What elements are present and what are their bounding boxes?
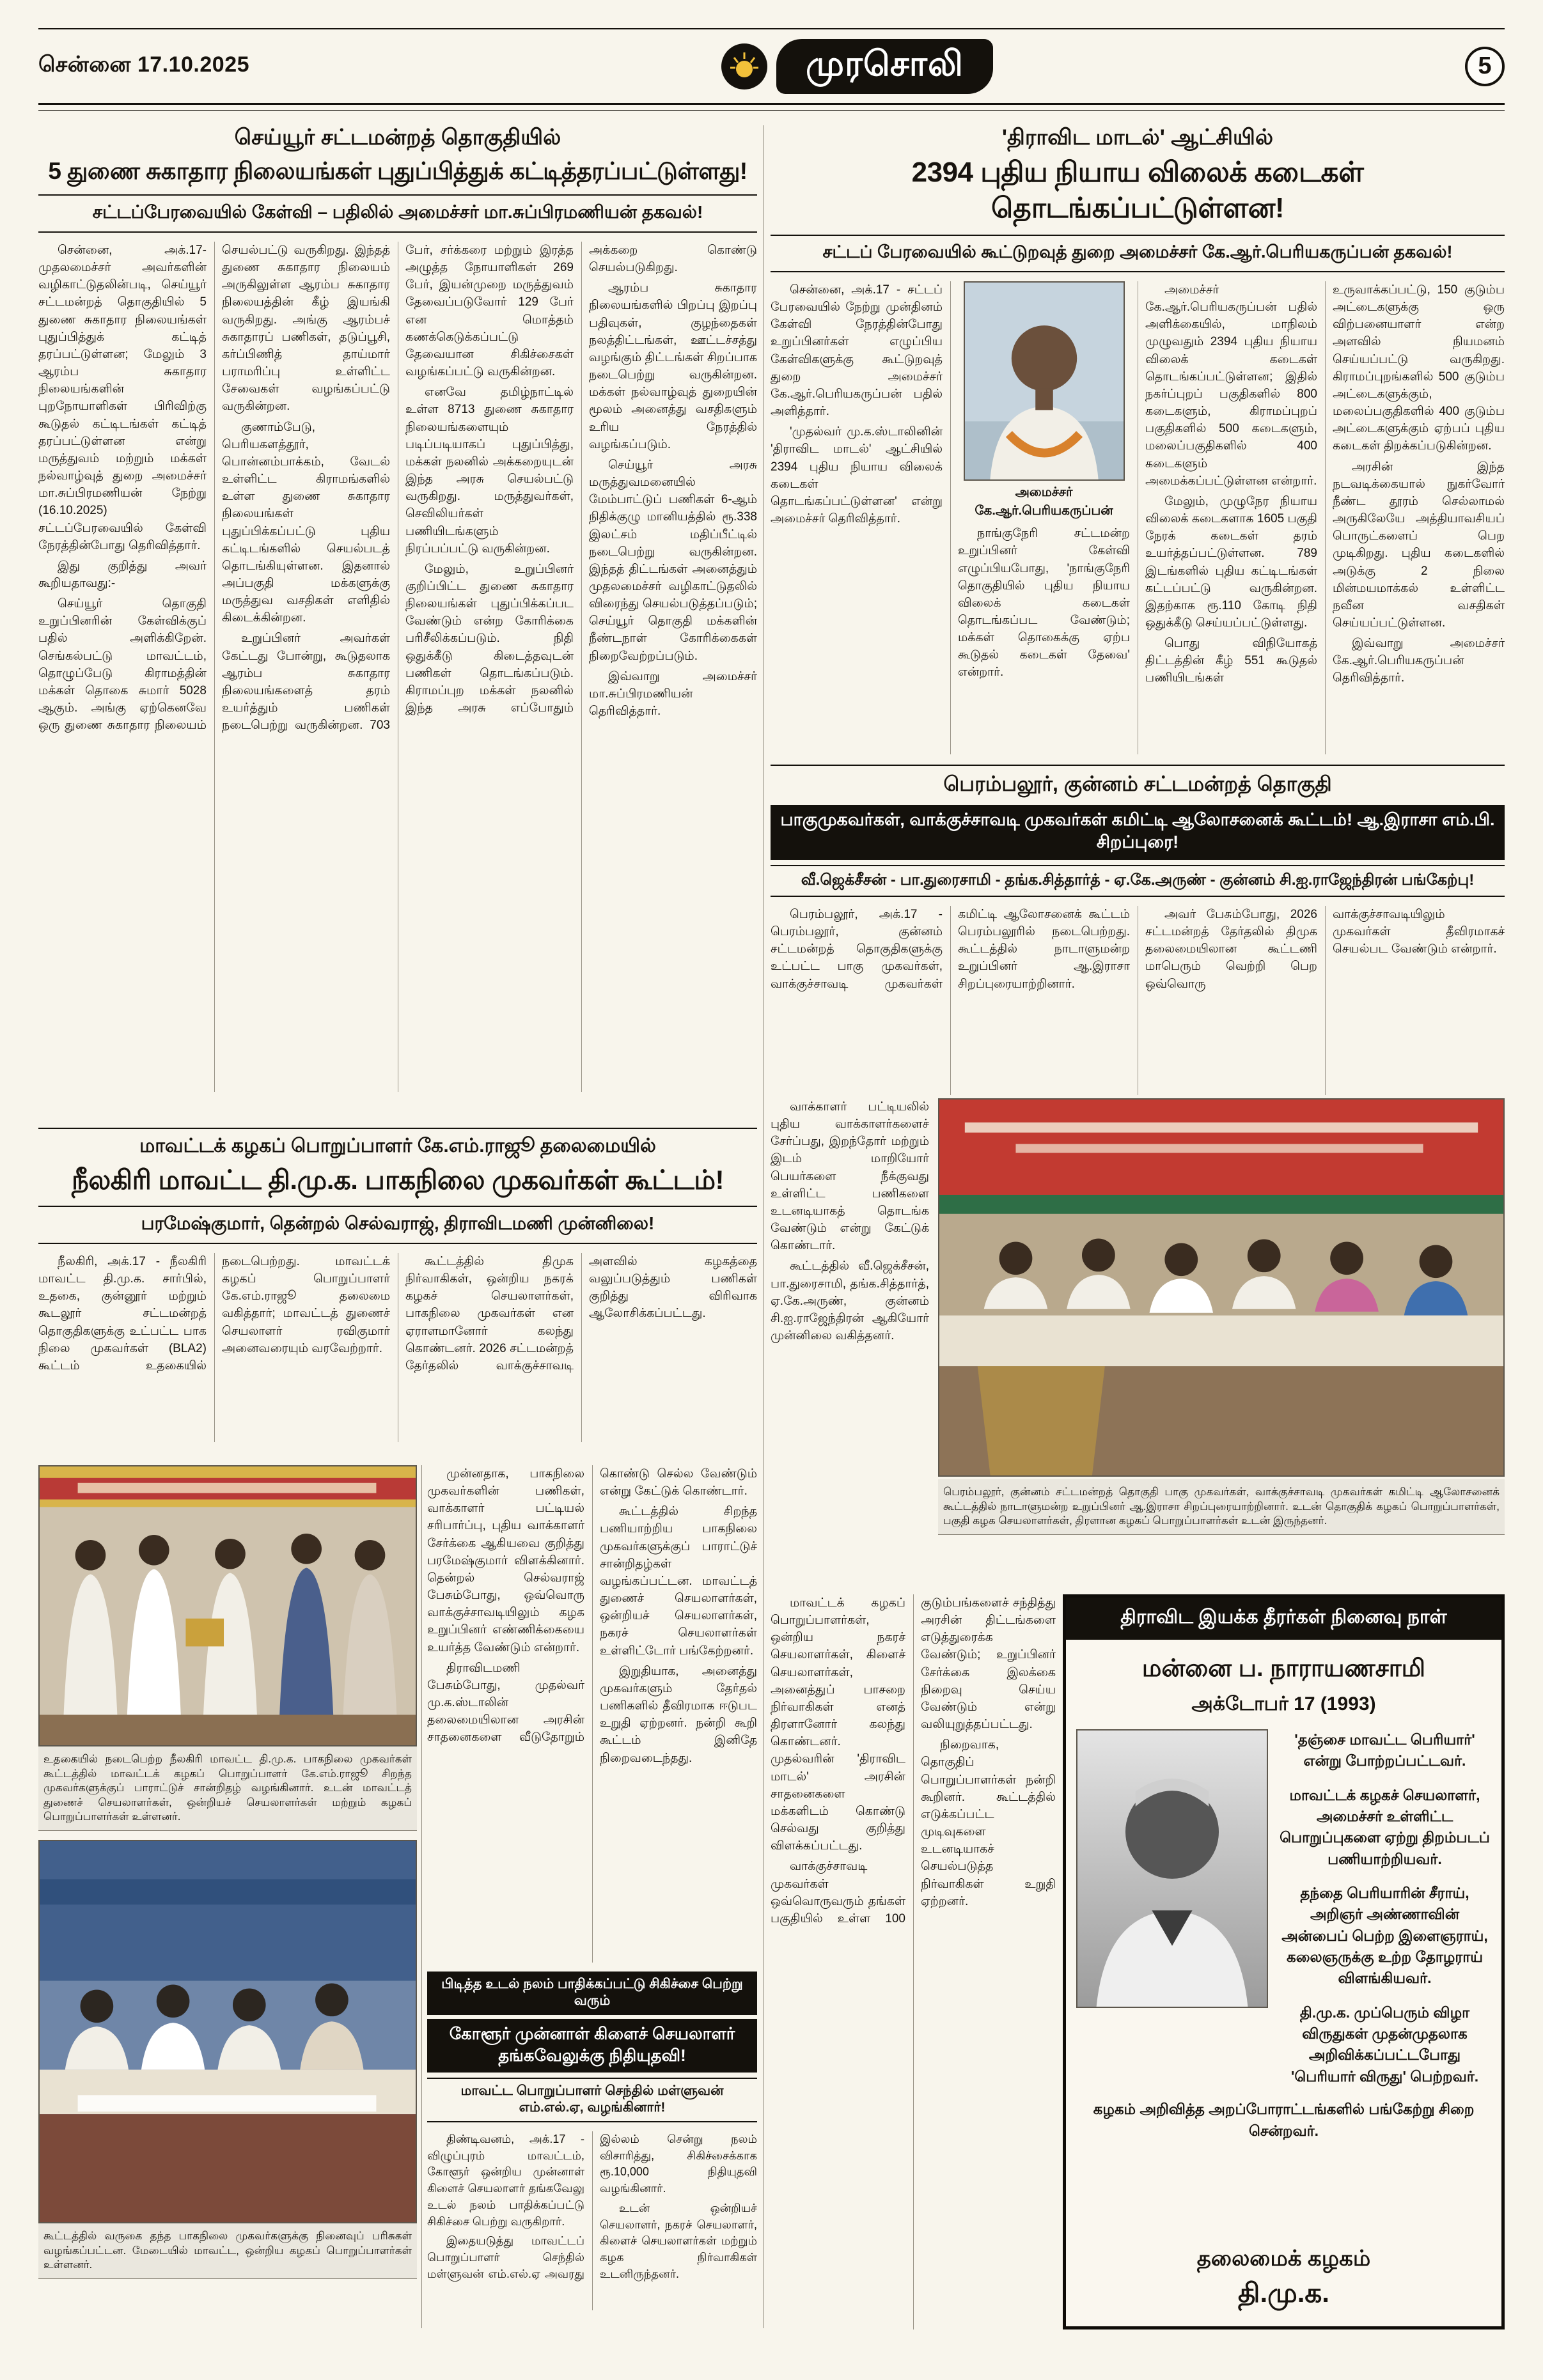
article-body [771, 281, 1505, 754]
article-ration-shops [771, 125, 1505, 759]
nilgiri-table-photo [38, 1840, 417, 2223]
memorial-footer-party: தி.மு.க. [1238, 2278, 1329, 2308]
page-number: 5 [1465, 47, 1505, 86]
city-date: சென்னை 17.10.2025 [38, 52, 250, 77]
article-kicker: செய்யூர் சட்டமன்றத் தொகுதியில் [234, 125, 561, 150]
article-subhead: பரமேஷ்குமார், தென்றல் செல்வராஜ், திராவிடமணி முன்னிலை! [38, 1206, 757, 1244]
article-fund-aid [427, 1972, 757, 2329]
memorial-person-name: மன்னை ப. நாராயணசாமி [1141, 1655, 1426, 1682]
masthead-row [38, 28, 1505, 105]
article-body-rest: நாங்குநேரி சட்டமன்ற உறுப்பினர் கேள்வி எழுப்பியபோது, 'நாங்குநேரி தொகுதியில் புதிய நியாய விலைக் கடைகள் தொடங்கப்பட வேண்டும்; மக்கள் தொகைக்கு ஏற்ப கூடுதல் கடைகள் தேவை' என்றார். அமைச்சர் கே.ஆர்.பெரியகருப்பன் பதில் அளிக்கையில், மாநிலம் முழுவதும் 2394 புதிய நியாய விலைக் கடைகள் தொடங்கப்பட்டுள்ளன; இதில் நகர்ப்புறப் பகுதிகளில் 800 கடைகளும், கிராமப்புறப் பகுதிகளில் 500 கடைகளும், மலைப்பகுதிகளில் 400 கடைகளும் அமைக்கப்பட்டுள்ளன என்றார். மேலும், முழுநேர நியாய விலைக் கடைகளாக 1605 பகுதி நேரக் கடைகள் தரம் உயர்த்தப்பட்டுள்ளன. 789 இடங்களில் புதிய கட்டிடங்கள் கட்டப்பட்டு வருகின்றன. இதற்காக ரூ.110 கோடி நிதி ஒதுக்கீடு செய்யப்பட்டுள்ளது. பொது விநியோகத் திட்டத்தின் கீழ் 551 கூடுதல் பணியிடங்கள் உருவாக்கப்பட்டு, 150 குடும்ப அட்டைகளுக்கு ஒரு விற்பனையாளர் என்ற அளவில் நியமனம் செய்யப்பட்டு வருகிறது. கிராமப்புறங்களில் 500 குடும்ப அட்டைகளுக்கும், மலைப்பகுதிகளில் 400 குடும்ப அட்டைகளுக்கும் ஏற்பப் புதிய கடைகள் திறக்கப்படுகின்றன. அரசின் இந்த நடவடிக்கையால் நுகர்வோர் நீண்ட தூரம் செல்லாமல் அருகிலேயே அத்தியாவசியப் பொருட்களைப் பெற முடிகிறது. புதிய கடைகளில் அடுக்கு 2 நிலை மின்மயமாக்கல் உள்ளிட்ட நவீன வசதிகள் செய்யப்பட்டுள்ளன. இவ்வாறு அமைச்சர் கே.ஆர்.பெரியகருப்பன் தெரிவித்தார். [958, 283, 1505, 685]
memorial-portrait-photo [1076, 1729, 1268, 2008]
article-body-lead: சென்னை, அக்.17 - சட்டப் பேரவையில் நேற்று முன்தினம் கேள்வி நேரத்தின்போது உறுப்பினர்கள் எழுப்பிய கேள்விகளுக்கு கூட்டுறவுத் துறை அமைச்சர் கே.ஆர்.பெரியகருப்பன் பதில் அளித்தார். 'முதல்வர் மு.க.ஸ்டாலினின் 'திராவிட மாடல்' ஆட்சியில் 2394 புதிய நியாய விலைக் கடைகள் தொடங்கப்பட்டுள்ளன' என்று அமைச்சர் தெரிவித்தார். [771, 283, 943, 526]
memorial-box [1063, 1594, 1505, 2329]
memorial-footer-org: தலைமைக் கழகம் [1196, 2246, 1371, 2271]
masthead-emblem-icon [721, 43, 767, 89]
article-nilgiri-agents-meeting [38, 1128, 757, 1442]
article-body-side-column: வாக்காளர் பட்டியலில் புதிய வாக்காளர்களைச் சேர்ப்பது, இறந்தோர் மற்றும் இடம் மாறியோர் பெயர்களை நீக்குவது உள்ளிட்ட பணிகளை உடனடியாகத் தொடங்க வேண்டும் என்று கேட்டுக் கொண்டார். கூட்டத்தில் வீ.ஜெக்சீசன், பா.துரைசாமி, தங்க.சித்தார்த், ஏ.கே.அருண், குன்னம் சி.ஐ.ராஜேந்திரன் ஆகியோர் முன்னிலை வகித்தனர். [771, 1100, 929, 1343]
article-body-continued: முன்னதாக, பாகநிலை முகவர்களின் பணிகள், வாக்காளர் பட்டியல் சரிபார்ப்பு, புதிய வாக்காளர் சேர்க்கை ஆகியவை குறித்து பரமேஷ்குமார் விளக்கினார். தென்றல் செல்வராஜ் பேசும்போது, ஒவ்வொரு வாக்குச்சாவடியிலும் கழக உறுப்பினர் எண்ணிக்கையை உயர்த்த வேண்டும் என்றார். திராவிடமணி பேசும்போது, முதல்வர் மு.க.ஸ்டாலின் தலைமையிலான அரசின் சாதனைகளை வீடுதோறும் கொண்டு செல்ல வேண்டும் என்று கேட்டுக் கொண்டார். கூட்டத்தில் சிறந்த பணியாற்றிய பாகநிலை முகவர்களுக்குப் பாராட்டுச் சான்றிதழ்கள் வழங்கப்பட்டன. மாவட்டத் துணைச் செயலாளர்கள், ஒன்றியச் செயலாளர்கள், நகரச் செயலாளர்கள் உள்ளிட்டோர் பங்கேற்றனர். இறுதியாக, அனைத்து முகவர்களும் தேர்தல் பணிகளில் தீவிரமாக ஈடுபட உறுதி ஏற்றனர். நன்றி கூறி கூட்டம் இனிதே நிறைவடைந்தது. [427, 1467, 757, 1765]
article-body-continued: மாவட்டக் கழகப் பொறுப்பாளர்கள், ஒன்றிய நகரச் செயலாளர்கள், கிளைச் செயலாளர்கள், அனைத்துப் பாசறை நிர்வாகிகள் எனத் திரளானோர் கலந்து கொண்டனர். முதல்வரின் 'திராவிட மாடல்' அரசின் சாதனைகளை மக்களிடம் கொண்டு செல்வது குறித்து விளக்கப்பட்டது. வாக்குச்சாவடி முகவர்கள் ஒவ்வொருவரும் தங்கள் பகுதியில் உள்ள 100 குடும்பங்களைச் சந்தித்து அரசின் திட்டங்களை எடுத்துரைக்க வேண்டும்; உறுப்பினர் சேர்க்கை இலக்கை நிறைவு செய்ய வேண்டும் என்று வலியுறுத்தப்பட்டது. நிறைவாக, தொகுதிப் பொறுப்பாளர்கள் நன்றி கூறினர். கூட்டத்தில் எடுக்கப்பட்ட முடிவுகளை உடனடியாகச் செயல்படுத்த நிர்வாகிகள் உறுதி ஏற்றனர். [771, 1596, 1056, 1925]
nilgiri-award-photo [38, 1465, 417, 1746]
masthead-title: முரசொலி [776, 39, 993, 94]
masthead [721, 39, 993, 94]
article-kicker: மாவட்டக் கழகப் பொறுப்பாளர் கே.எம்.ராஜூ தலைமையில் [139, 1135, 656, 1156]
nilgiri-photo2-caption: கூட்டத்தில் வருகை தந்த பாகநிலை முகவர்களுக்கு நினைவுப் பரிசுகள் வழங்கப்பட்டன. மேடையில் மாவட்ட, ஒன்றிய கழகப் பொறுப்பாளர்கள் உள்ளனர். [38, 2223, 417, 2279]
memorial-quotes: 'தஞ்சை மாவட்ட பெரியார்' என்று போற்றப்பட்டவர். மாவட்டக் கழகச் செயலாளர், அமைச்சர் உள்ளிட்ட பொறுப்புகளை ஏற்று திறம்படப் பணியாற்றியவர். தந்தை பெரியாரின் சீராய், அறிஞர் அண்ணாவின் அன்பைப் பெற்ற இளைஞராய், கலைஞருக்கு உற்ற தோழராய் விளங்கியவர். தி.மு.க. முப்பெரும் விழா விருதுகள் முதன்முதலாக அறிவிக்கப்பட்டபோது 'பெரியார் விருது' பெற்றவர். [1280, 1731, 1490, 2085]
article-kicker-bar: பிடித்த உடல் நலம் பாதிக்கப்பட்டு சிகிச்சை பெற்று வரும் [427, 1972, 757, 2015]
article-subhead: வீ.ஜெக்சீசன் - பா.துரைசாமி - தங்க.சித்தார்த் - ஏ.கே.அருண் - குன்னம் சி.ஐ.ராஜேந்திரன் பங்கேற்பு! [771, 865, 1505, 897]
center-column-rule [763, 125, 764, 2328]
memorial-extra-line: கழகம் அறிவித்த அறப்போராட்டங்களில் பங்கேற்று சிறை சென்றவர். [1093, 2101, 1475, 2139]
article-kicker: பெரம்பலூர், குன்னம் சட்டமன்றத் தொகுதி [943, 772, 1332, 795]
memorial-date: அக்டோபர் 17 (1993) [1191, 1693, 1376, 1715]
memorial-footer [1066, 2246, 1501, 2326]
perambalur-meeting-photo [938, 1098, 1505, 1477]
article-subhead: சட்டப்பேரவையில் கேள்வி – பதிலில் அமைச்சர் மா.சுப்பிரமணியன் தகவல்! [38, 194, 757, 233]
article-headline-bar: பாகுமுகவர்கள், வாக்குச்சாவடி முகவர்கள் கமிட்டி ஆலோசனைக் கூட்டம்! ஆ.இராசா எம்.பி. சிறப்புரை! [771, 805, 1505, 860]
minister-photo-caption: அமைச்சர் கே.ஆர்.பெரியகருப்பன் [975, 485, 1113, 518]
article-perambalur-continued [771, 1594, 1056, 2329]
article-headline: 2394 புதிய நியாய விலைக் கடைகள் தொடங்கப்பட்டுள்ளன! [911, 157, 1364, 224]
article-headline: 5 துணை சுகாதார நிலையங்கள் புதுப்பித்துக் கட்டித்தரப்பட்டுள்ளது! [48, 158, 748, 184]
article-body: சென்னை, அக்.17- முதலமைச்சர் அவர்களின் வழிகாட்டுதலின்படி, செய்யூர் சட்டமன்றத் தொகுதியில் 5 துணை சுகாதார நிலையங்கள் புதுப்பித்துக் கட்டித் தரப்பட்டுள்ளன; மேலும் 3 ஆரம்ப சுகாதார நிலையங்களின் புறநோயாளிகள் பிரிவிற்கு கூடுதல் கட்டிடங்கள் கட்டித் தரப்பட்டுள்ளன என்று மருத்துவம் மற்றும் மக்கள் நல்வாழ்வுத் துறை அமைச்சர் மா.சுப்பிரமணியன் நேற்று (16.10.2025) சட்டப்பேரவையில் கேள்வி நேரத்தின்போது தெரிவித்தார். இது குறித்து அவர் கூறியதாவது:- செய்யூர் தொகுதி உறுப்பினரின் கேள்விக்குப் பதில் அளிக்கிறேன். செங்கல்பட்டு மாவட்டம், தொழுப்பேடு கிராமத்தின் மக்கள் தொகை சுமார் 5028 ஆகும். அங்கு ஏற்கெனவே ஒரு துணை சுகாதார நிலையம் செயல்பட்டு வருகிறது. இந்தத் துணை சுகாதார நிலையம் அருகிலுள்ள ஆரம்ப சுகாதார நிலையத்தின் கீழ் இயங்கி வருகிறது. அங்கு ஆரம்பச் சுகாதாரப் பணிகள், தடுப்பூசி, கர்ப்பிணித் தாய்மார் பராமரிப்பு உள்ளிட்ட சேவைகள் வழங்கப்பட்டு வருகின்றன. குணாம்பேடு, பெரியகளத்தூர், பொன்னம்பாக்கம், வேடல் உள்ளிட்ட கிராமங்களில் உள்ள துணை சுகாதார நிலையங்கள் புதுப்பிக்கப்பட்டு புதிய கட்டிடங்களில் செயல்படத் தொடங்கியுள்ளன. இதனால் அப்பகுதி மக்களுக்கு மருத்துவ வசதிகள் எளிதில் கிடைக்கின்றன. உறுப்பினர் அவர்கள் கேட்டது போன்று, கூடுதலாக ஆரம்ப சுகாதார நிலையங்களைத் தரம் உயர்த்தும் பணிகள் நடைபெற்று வருகின்றன. 703 பேர், சர்க்கரை மற்றும் இரத்த அழுத்த நோயாளிகள் 269 பேர், இயன்முறை மருத்துவம் தேவைப்படுவோர் 129 பேர் என மொத்தம் கணக்கெடுக்கப்பட்டு தேவையான சிகிச்சைகள் வழங்கப்பட்டு வருகின்றன. எனவே தமிழ்நாட்டில் உள்ள 8713 துணை சுகாதார நிலையங்களையும் படிப்படியாகப் புதுப்பித்து, மக்கள் நலனில் அக்கறையுடன் இந்த அரசு செயல்பட்டு வருகிறது. மருத்துவர்கள், செவிலியர்கள் பணியிடங்களும் நிரப்பப்பட்டு வருகின்றன. மேலும், உறுப்பினர் குறிப்பிட்ட துணை சுகாதார நிலையங்கள் புதுப்பிக்கப்பட வேண்டும் என்ற கோரிக்கை பரிசீலிக்கப்படும். நிதி ஒதுக்கீடு கிடைத்தவுடன் பணிகள் தொடங்கப்படும். கிராமப்புற மக்கள் நலனில் இந்த அரசு எப்போதும் அக்கறை கொண்டு செயல்படுகிறது. ஆரம்ப சுகாதார நிலையங்களில் பிறப்பு இறப்பு பதிவுகள், குழந்தைகள் நலத்திட்டங்கள், ஊட்டச்சத்து வழங்கும் திட்டங்கள் சிறப்பாக நடைபெற்று வருகின்றன. மக்கள் நல்வாழ்வுத் துறையின் மூலம் அனைத்து வசதிகளும் உரிய நேரத்தில் வழங்கப்படும். செய்யூர் அரசு மருத்துவமனையில் மேம்பாட்டுப் பணிகள் 6-ஆம் நிதிக்குழு மானியத்தில் ரூ.338 இலட்சம் மதிப்பீட்டில் நடைபெற்று வருகின்றன. இந்தத் திட்டங்கள் அனைத்தும் முதலமைச்சர் வழிகாட்டுதலில் விரைந்து செயல்படுத்தப்படும்; செய்யூர் தொகுதி மக்களின் நீண்டநாள் கோரிக்கைகள் நிறைவேற்றப்படும். இவ்வாறு அமைச்சர் மா.சுப்பிரமணியன் தெரிவித்தார். [38, 244, 757, 733]
article-subhead: சட்டப் பேரவையில் கூட்டுறவுத் துறை அமைச்சர் கே.ஆர்.பெரியகருப்பன் தகவல்! [771, 235, 1505, 272]
article-body: திண்டிவனம், அக்.17 - விழுப்புரம் மாவட்டம், கோளூர் ஒன்றிய முன்னாள் கிளைச் செயலாளர் தங்கவேலு உடல் நலம் பாதிக்கப்பட்டு சிகிச்சை பெற்று வருகிறார். இதையடுத்து மாவட்டப் பொறுப்பாளர் செந்தில் மள்ளுவன் எம்.எல்.ஏ அவரது இல்லம் சென்று நலம் விசாரித்து, சிகிச்சைக்காக ரூ.10,000 நிதியுதவி வழங்கினார். உடன் ஒன்றியச் செயலாளர், நகரச் செயலாளர், கிளைச் செயலாளர்கள் மற்றும் கழக நிர்வாகிகள் உடனிருந்தனர். [427, 2133, 757, 2280]
article-perambalur-agents-meeting [771, 765, 1505, 1587]
article-subhead: மாவட்ட பொறுப்பாளர் செந்தில் மள்ளுவன் எம்.எல்.ஏ, வழங்கினார்! [427, 2078, 757, 2122]
article-headline: நீலகிரி மாவட்ட தி.மு.க. பாகநிலை முகவர்கள் கூட்டம்! [71, 1165, 725, 1195]
article-seyyur-health-centres [38, 125, 757, 1120]
nilgiri-photo1-caption: உதகையில் நடைபெற்ற நீலகிரி மாவட்ட தி.மு.க. பாகநிலை முகவர்கள் கூட்டத்தில் மாவட்டக் கழகப் பொறுப்பாளர் கே.எம்.ராஜூ சிறந்த முகவர்களுக்குப் பாராட்டுச் சான்றிதழ் வழங்கினார். உடன் மாவட்டத் துணைச் செயலாளர்கள், ஒன்றியச் செயலாளர்கள் மற்றும் கழகப் பொறுப்பாளர்கள் உள்ளனர். [38, 1746, 417, 1831]
article-nilgiri-continued [427, 1465, 757, 1963]
memorial-content-row [1066, 1718, 1501, 2087]
left-split-rule [421, 1465, 422, 2328]
left-photo-column [38, 1465, 417, 2279]
article-body-intro: பெரம்பலூர், அக்.17 - பெரம்பலூர், குன்னம் சட்டமன்றத் தொகுதிகளுக்கு உட்பட்ட பாகு முகவர்கள், வாக்குச்சாவடி முகவர்கள் கமிட்டி ஆலோசனைக் கூட்டம் பெரம்பலூரில் நடைபெற்றது. கூட்டத்தில் நாடாளுமன்ற உறுப்பினர் ஆ.இராசா சிறப்புரையாற்றினார். அவர் பேசும்போது, 2026 சட்டமன்றத் தேர்தலில் திமுக தலைமையிலான கூட்டணி மாபெரும் வெற்றி பெற ஒவ்வொரு வாக்குச்சாவடியிலும் முகவர்கள் தீவிரமாகச் செயல்பட வேண்டும் என்றார். [771, 908, 1505, 991]
article-kicker: 'திராவிட மாடல்' ஆட்சியில் [1001, 125, 1274, 150]
minister-periyakaruppan-photo [964, 281, 1125, 481]
memorial-title-bar: திராவிட இயக்க தீரர்கள் நினைவு நாள் [1066, 1598, 1501, 1640]
perambalur-photo-caption: பெரம்பலூர், குன்னம் சட்டமன்றத் தொகுதி பாகு முகவர்கள், வாக்குச்சாவடி முகவர்கள் கமிட்டி ஆலோசனைக் கூட்டத்தில் நாடாளுமன்ற உறுப்பினர் ஆ.இராசா சிறப்புரையாற்றினார். உடன் தொகுதிக் கழகப் பொறுப்பாளர்கள், பகுதி கழக செயலாளர்கள், திரளான கழகப் பொறுப்பாளர்கள் உடன் இருந்தனர். [938, 1479, 1505, 1535]
header-rule [38, 110, 1505, 111]
article-body: நீலகிரி, அக்.17 - நீலகிரி மாவட்ட தி.மு.க. சார்பில், உதகை, குன்னூர் மற்றும் கூடலூர் சட்டமன்றத் தொகுதிகளுக்கு உட்பட்ட பாக நிலை முகவர்கள் (BLA2) கூட்டம் உதகையில் நடைபெற்றது. மாவட்டக் கழகப் பொறுப்பாளர் கே.எம்.ராஜூ தலைமை வகித்தார்; மாவட்டத் துணைச் செயலாளர் ரவிகுமார் அனைவரையும் வரவேற்றார். கூட்டத்தில் திமுக நிர்வாகிகள், ஒன்றிய நகரக் கழகச் செயலாளர்கள், பாகநிலை முகவர்கள் என ஏராளமானோர் கலந்து கொண்டனர். 2026 சட்டமன்றத் தேர்தலில் வாக்குச்சாவடி அளவில் கழகத்தை வலுப்படுத்தும் பணிகள் குறித்து விரிவாக ஆலோசிக்கப்பட்டது. [38, 1255, 757, 1373]
article-headline-bar: கோளூர் முன்னாள் கிளைச் செயலாளர் தங்கவேலுக்கு நிதியுதவி! [427, 2019, 757, 2073]
